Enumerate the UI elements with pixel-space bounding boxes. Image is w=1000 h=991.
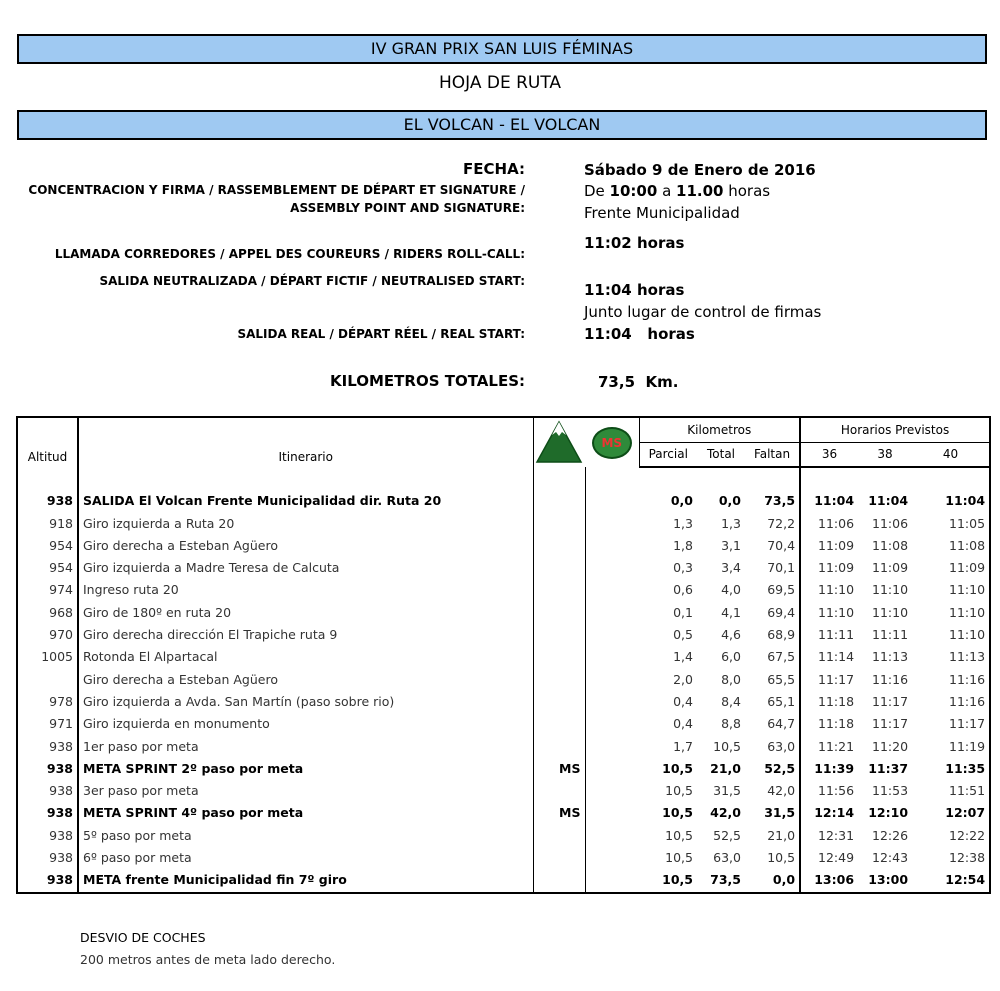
total-cell: 4,1 — [721, 604, 741, 620]
parcial-cell: 0,0 — [670, 493, 693, 509]
parcial-cell: 1,4 — [673, 649, 693, 665]
time-36-cell: 12:49 — [800, 847, 858, 869]
itinerario-cell: META SPRINT 2º paso por meta — [78, 758, 533, 780]
col-altitud: Altitud — [27, 450, 68, 464]
table-row — [17, 825, 990, 847]
faltan-cell: 68,9 — [767, 627, 796, 643]
time-38-cell: 12:10 — [868, 805, 909, 821]
parcial-cell: 10,5 — [662, 760, 693, 776]
time-40-cell: 11:10 — [949, 582, 986, 598]
col-itinerario: Itinerario — [78, 417, 533, 467]
salida-neutral-place: Junto lugar de control de firmas — [584, 303, 822, 321]
salida-neutral-label: SALIDA NEUTRALIZADA / DÉPART FICTIF / NEUTRALISED START: — [99, 274, 525, 288]
time-38-cell: 11:37 — [868, 760, 909, 776]
altitud-cell: 938 — [49, 783, 73, 799]
itinerario-cell: META SPRINT 4º paso por meta — [78, 802, 533, 824]
altitud-cell: 938 — [49, 850, 73, 866]
time-40-cell: 11:19 — [949, 738, 986, 754]
mountain-cell — [585, 736, 639, 758]
ms-header — [585, 417, 639, 467]
time-40-cell: 11:17 — [949, 716, 986, 732]
ms-cell: MS — [533, 802, 585, 824]
time-38-cell: 11:09 — [872, 560, 909, 576]
parcial-cell: 10,5 — [662, 872, 693, 888]
time-38-cell: 11:53 — [872, 783, 909, 799]
time-40-cell: 11:16 — [949, 671, 986, 687]
total-cell: 0,0 — [718, 493, 741, 509]
time-36-cell: 13:06 — [800, 869, 858, 892]
time-36-cell: 11:11 — [800, 624, 858, 646]
ms-cell — [533, 869, 585, 892]
time-38-cell: 11:13 — [872, 649, 909, 665]
itinerario-cell: SALIDA El Volcan Frente Municipalidad dir. Ruta 20 — [78, 490, 533, 512]
mountain-cell — [585, 825, 639, 847]
faltan-cell: 10,5 — [767, 850, 796, 866]
mountain-cell — [585, 646, 639, 668]
parcial-cell: 10,5 — [662, 805, 693, 821]
total-cell: 8,8 — [721, 716, 741, 732]
time-40-cell: 11:35 — [945, 760, 986, 776]
ms-cell — [533, 624, 585, 646]
ms-cell — [533, 646, 585, 668]
total-cell: 31,5 — [713, 783, 741, 799]
time-36-cell: 11:18 — [800, 691, 858, 713]
concentracion-value — [584, 181, 770, 201]
total-cell: 8,0 — [721, 671, 741, 687]
km-totales-value: 73,5 Km. — [598, 373, 679, 391]
mountain-cell — [585, 780, 639, 802]
mountain-cell — [585, 557, 639, 579]
ms-cell — [533, 713, 585, 735]
total-cell: 52,5 — [713, 827, 741, 843]
faltan-cell: 67,5 — [767, 649, 796, 665]
time-40-cell: 11:16 — [949, 693, 986, 709]
time-38-cell: 11:06 — [872, 515, 909, 531]
table-row — [17, 579, 990, 601]
parcial-cell: 10,5 — [665, 783, 693, 799]
time-36-cell: 11:21 — [800, 736, 858, 758]
mountain-cell — [585, 869, 639, 892]
table-row — [17, 802, 990, 824]
itinerario-cell: Giro izquierda a Ruta 20 — [78, 513, 533, 535]
ms-cell — [533, 780, 585, 802]
faltan-cell: 70,4 — [767, 537, 796, 553]
faltan-cell: 65,1 — [767, 693, 796, 709]
altitud-cell: 974 — [49, 582, 73, 598]
time-36-cell: 11:14 — [800, 646, 858, 668]
table-row — [17, 869, 990, 892]
concentracion-label-1: CONCENTRACION Y FIRMA / RASSEMBLEMENT DE DÉPART ET SIGNATURE / — [28, 183, 525, 197]
altitud-cell: 971 — [49, 716, 73, 732]
itinerario-cell: Rotonda El Alpartacal — [78, 646, 533, 668]
mountain-header — [533, 417, 585, 467]
table-row — [17, 669, 990, 691]
document-title: HOJA DE RUTA — [438, 73, 562, 93]
parcial-cell: 1,8 — [673, 537, 693, 553]
table-row — [17, 646, 990, 668]
desvio-title: DESVIO DE COCHES — [80, 930, 206, 945]
total-cell: 42,0 — [710, 805, 741, 821]
spacer-row — [17, 467, 990, 490]
time-40-cell: 12:07 — [945, 805, 986, 821]
time-38-cell: 11:08 — [872, 537, 909, 553]
time-40-cell: 12:38 — [949, 850, 986, 866]
time-36-cell: 11:10 — [800, 602, 858, 624]
time-38-cell: 11:16 — [872, 671, 909, 687]
mountain-cell — [585, 490, 639, 512]
concentracion-place: Frente Municipalidad — [584, 204, 740, 222]
total-cell: 21,0 — [710, 760, 741, 776]
desvio-text: 200 metros antes de meta lado derecho. — [80, 952, 336, 967]
mountain-cell — [585, 624, 639, 646]
event-title: IV GRAN PRIX SAN LUIS FÉMINAS — [17, 34, 987, 64]
time-36-cell: 11:39 — [800, 758, 858, 780]
time-38-cell: 11:04 — [868, 493, 909, 509]
table-row — [17, 557, 990, 579]
itinerario-cell: Giro izquierda a Madre Teresa de Calcuta — [78, 557, 533, 579]
table-row — [17, 713, 990, 735]
ms-cell — [533, 736, 585, 758]
faltan-cell: 31,5 — [764, 805, 796, 821]
total-cell: 4,0 — [721, 582, 741, 598]
time-38-cell: 11:17 — [872, 716, 909, 732]
parcial-cell: 0,5 — [673, 627, 693, 643]
col-total: Total — [697, 442, 745, 467]
col-36: 36 — [800, 442, 858, 467]
salida-neutral-value: 11:04 horas — [584, 281, 685, 299]
parcial-cell: 0,1 — [673, 604, 693, 620]
parcial-cell: 0,4 — [673, 693, 693, 709]
concentracion-pre: De — [584, 182, 610, 200]
table-row — [17, 490, 990, 512]
altitud-cell: 938 — [46, 872, 73, 888]
mountain-cell — [585, 579, 639, 601]
total-cell: 6,0 — [721, 649, 741, 665]
fecha-value: Sábado 9 de Enero de 2016 — [584, 161, 816, 179]
total-cell: 73,5 — [710, 872, 741, 888]
time-38-cell: 11:10 — [872, 604, 909, 620]
salida-real-label: SALIDA REAL / DÉPART RÉEL / REAL START: — [237, 327, 525, 341]
total-cell: 4,6 — [721, 627, 741, 643]
table-row — [17, 847, 990, 869]
parcial-cell: 1,3 — [673, 515, 693, 531]
concentracion-from: 10:00 — [609, 182, 658, 200]
km-totales-label: KILOMETROS TOTALES: — [330, 372, 525, 390]
altitud-cell: 978 — [49, 693, 73, 709]
parcial-cell: 2,0 — [673, 671, 693, 687]
time-38-cell: 11:11 — [872, 627, 909, 643]
itinerario-cell: Giro derecha a Esteban Agüero — [78, 535, 533, 557]
table-row — [17, 736, 990, 758]
concentracion-to: 11.00 — [676, 182, 724, 200]
ms-cell — [533, 602, 585, 624]
parcial-cell: 0,4 — [673, 716, 693, 732]
ms-cell — [533, 557, 585, 579]
altitud-cell: 938 — [46, 760, 73, 776]
time-40-cell: 11:05 — [949, 515, 986, 531]
ms-badge-icon: MS — [592, 427, 632, 459]
altitud-cell: 918 — [49, 515, 73, 531]
table-row — [17, 624, 990, 646]
time-36-cell: 11:06 — [800, 513, 858, 535]
time-40-cell: 11:04 — [945, 493, 986, 509]
itinerario-cell: Giro izquierda en monumento — [78, 713, 533, 735]
ms-cell — [533, 847, 585, 869]
ms-cell — [533, 490, 585, 512]
concentracion-label-2: ASSEMBLY POINT AND SIGNATURE: — [290, 201, 525, 215]
total-cell: 3,4 — [721, 560, 741, 576]
mountain-cell — [585, 691, 639, 713]
altitud-cell: 938 — [46, 805, 73, 821]
faltan-cell: 70,1 — [767, 560, 796, 576]
faltan-cell: 69,5 — [767, 582, 796, 598]
itinerario-cell: Giro derecha a Esteban Agüero — [78, 669, 533, 691]
table-row — [17, 758, 990, 780]
group-horarios: Horarios Previstos — [800, 417, 990, 442]
time-40-cell: 11:08 — [949, 537, 986, 553]
parcial-cell: 0,3 — [673, 560, 693, 576]
altitud-cell: 970 — [49, 627, 73, 643]
altitud-cell: 938 — [46, 493, 73, 509]
parcial-cell: 10,5 — [665, 850, 693, 866]
col-40: 40 — [912, 442, 990, 467]
col-parcial: Parcial — [639, 442, 697, 467]
time-38-cell: 13:00 — [868, 872, 909, 888]
time-40-cell: 12:22 — [949, 827, 986, 843]
altitud-cell: 968 — [49, 604, 73, 620]
altitud-cell: 938 — [49, 738, 73, 754]
parcial-cell: 1,7 — [673, 738, 693, 754]
time-36-cell: 11:17 — [800, 669, 858, 691]
table-row — [17, 602, 990, 624]
mountain-cell — [585, 669, 639, 691]
itinerario-cell: 5º paso por meta — [78, 825, 533, 847]
time-38-cell: 12:26 — [872, 827, 909, 843]
faltan-cell: 73,5 — [764, 493, 796, 509]
itinerario-cell: Giro de 180º en ruta 20 — [78, 602, 533, 624]
parcial-cell: 10,5 — [665, 827, 693, 843]
ms-cell — [533, 825, 585, 847]
itinerario-cell: META frente Municipalidad fin 7º giro — [78, 869, 533, 892]
time-38-cell: 11:20 — [872, 738, 909, 754]
mountain-cell — [585, 758, 639, 780]
ms-cell — [533, 669, 585, 691]
route-table — [16, 416, 991, 894]
ms-cell — [533, 513, 585, 535]
ms-cell — [533, 579, 585, 601]
itinerario-cell: 6º paso por meta — [78, 847, 533, 869]
table-row — [17, 780, 990, 802]
faltan-cell: 0,0 — [772, 872, 796, 888]
time-36-cell: 11:09 — [800, 557, 858, 579]
faltan-cell: 64,7 — [767, 716, 796, 732]
ms-cell — [533, 535, 585, 557]
table-row — [17, 535, 990, 557]
mountain-cell — [585, 535, 639, 557]
time-36-cell: 11:09 — [800, 535, 858, 557]
mountain-cell — [585, 802, 639, 824]
altitud-cell: 938 — [49, 827, 73, 843]
time-38-cell: 11:10 — [872, 582, 909, 598]
time-40-cell: 11:13 — [949, 649, 986, 665]
concentracion-mid: a — [657, 182, 677, 200]
mountain-cell — [585, 602, 639, 624]
parcial-cell: 0,6 — [673, 582, 693, 598]
time-38-cell: 12:43 — [872, 850, 909, 866]
llamada-label: LLAMADA CORREDORES / APPEL DES COUREURS / RIDERS ROLL-CALL: — [54, 247, 525, 261]
faltan-cell: 72,2 — [767, 515, 796, 531]
ms-cell — [533, 691, 585, 713]
time-40-cell: 12:54 — [945, 872, 986, 888]
col-faltan: Faltan — [745, 442, 800, 467]
faltan-cell: 52,5 — [764, 760, 796, 776]
faltan-cell: 42,0 — [767, 783, 796, 799]
total-cell: 63,0 — [713, 850, 741, 866]
stage-title: EL VOLCAN - EL VOLCAN — [17, 110, 987, 140]
total-cell: 10,5 — [713, 738, 741, 754]
faltan-cell: 65,5 — [767, 671, 796, 687]
time-40-cell: 11:10 — [949, 627, 986, 643]
mountain-icon — [535, 418, 583, 464]
table-row — [17, 513, 990, 535]
time-36-cell: 11:10 — [800, 579, 858, 601]
time-38-cell: 11:17 — [872, 693, 909, 709]
itinerario-cell: 3er paso por meta — [78, 780, 533, 802]
faltan-cell: 63,0 — [767, 738, 796, 754]
faltan-cell: 69,4 — [767, 604, 796, 620]
time-36-cell: 11:56 — [800, 780, 858, 802]
total-cell: 3,1 — [721, 537, 741, 553]
itinerario-cell: Giro derecha dirección El Trapiche ruta 9 — [78, 624, 533, 646]
group-kilometros: Kilometros — [639, 417, 800, 442]
llamada-value: 11:02 horas — [584, 234, 685, 252]
time-40-cell: 11:10 — [949, 604, 986, 620]
itinerario-cell: Ingreso ruta 20 — [78, 579, 533, 601]
time-40-cell: 11:09 — [949, 560, 986, 576]
time-36-cell: 11:04 — [800, 490, 858, 512]
table-row — [17, 691, 990, 713]
ms-cell: MS — [533, 758, 585, 780]
altitud-cell: 954 — [49, 537, 73, 553]
faltan-cell: 21,0 — [767, 827, 796, 843]
altitud-cell: 1005 — [41, 649, 73, 665]
time-36-cell: 12:31 — [800, 825, 858, 847]
mountain-cell — [585, 513, 639, 535]
time-36-cell: 12:14 — [800, 802, 858, 824]
col-38: 38 — [858, 442, 912, 467]
fecha-label: FECHA: — [463, 160, 525, 178]
altitud-cell — [17, 669, 78, 691]
mountain-cell — [585, 713, 639, 735]
altitud-cell: 954 — [49, 560, 73, 576]
itinerario-cell: Giro izquierda a Avda. San Martín (paso sobre rio) — [78, 691, 533, 713]
concentracion-post: horas — [723, 182, 771, 200]
total-cell: 8,4 — [721, 693, 741, 709]
total-cell: 1,3 — [721, 515, 741, 531]
salida-real-value: 11:04 horas — [584, 325, 695, 343]
mountain-cell — [585, 847, 639, 869]
time-36-cell: 11:18 — [800, 713, 858, 735]
time-40-cell: 11:51 — [949, 783, 986, 799]
itinerario-cell: 1er paso por meta — [78, 736, 533, 758]
